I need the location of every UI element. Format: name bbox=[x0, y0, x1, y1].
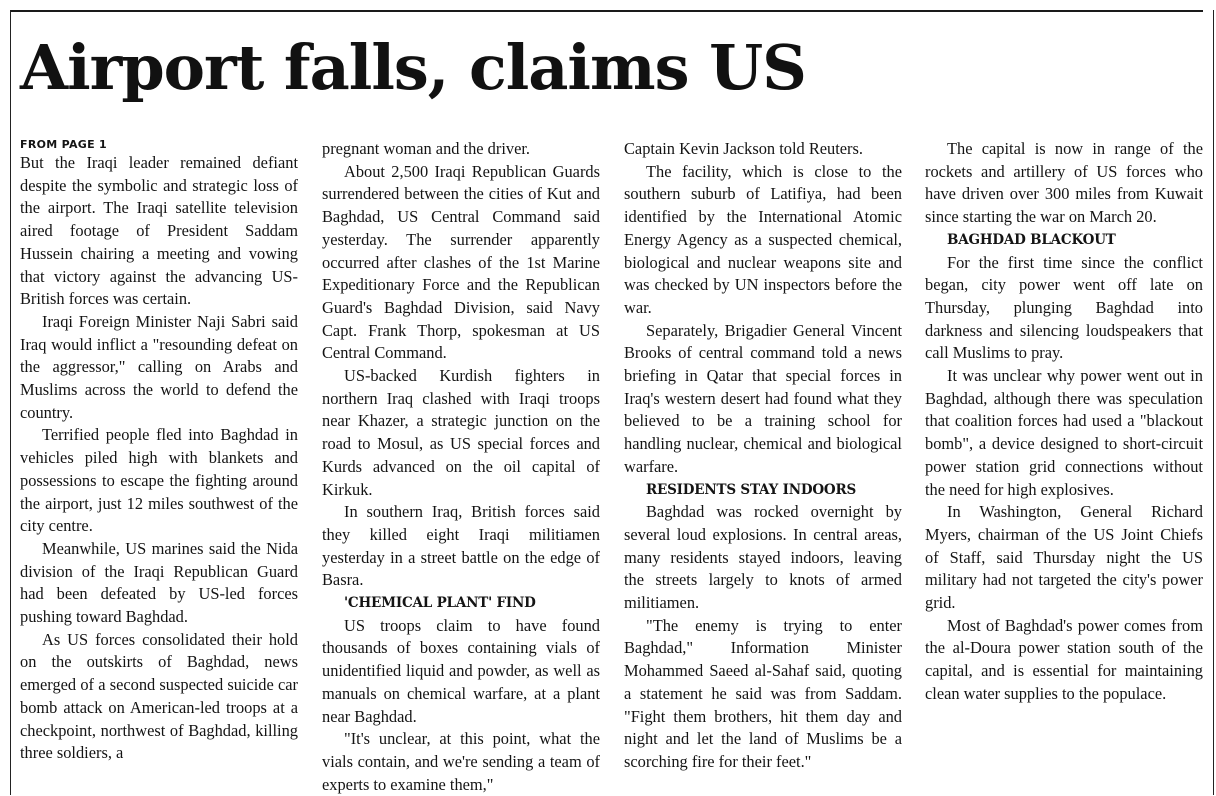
left-border bbox=[10, 10, 11, 795]
paragraph: The facility, which is close to the southern suburb of Latifiya, had been identified by the International Atomic Energy Agency as a suspected chemical, biological and nuclear weapons site and was checked by UN inspectors before the war. bbox=[624, 161, 902, 317]
paragraph: For the first time since the conflict began, city power went off late on Thursday, plunging Baghdad into darkness and silencing loudspeakers that call Muslims to pray. bbox=[925, 252, 1203, 363]
paragraph: Most of Baghdad's power comes from the al-Doura power station south of the capital, and is essential for maintaining clean water supplies to the populace. bbox=[925, 615, 1203, 703]
subhead-chemical-plant: 'CHEMICAL PLANT' FIND bbox=[344, 595, 536, 612]
subhead-blackout: BAGHDAD BLACKOUT bbox=[947, 231, 1116, 248]
paragraph: About 2,500 Iraqi Republican Guards surrendered between the cities of Kut and Baghdad, US Central Command said yesterday. The surrender apparently occurred after clashes of the 1st Marine Expeditionary Force and the Republican Guard's Baghdad Division, said Navy Capt. Frank Thorp, spokesman at US Central Command. bbox=[322, 161, 600, 363]
subhead-residents: RESIDENTS STAY INDOORS bbox=[646, 481, 857, 498]
paragraph: US-backed Kurdish fighters in northern Iraq clashed with Iraqi troops near Khazer, a strategic junction on the road to Mosul, as US special forces and Kurds advanced on the oil capital of Kirkuk. bbox=[322, 366, 600, 499]
right-border bbox=[1213, 10, 1214, 795]
paragraph: pregnant woman and the driver. bbox=[322, 139, 531, 158]
headline: Airport falls, claims US bbox=[20, 31, 806, 104]
paragraph: Meanwhile, US marines said the Nida division of the Iraqi Republican Guard had been defeated by US-led forces pushing toward Baghdad. bbox=[20, 538, 298, 627]
paragraph: Terrified people fled into Baghdad in vehicles piled high with blankets and possessions to escape the fighting around the airport, just 12 miles southwest of the city centre. bbox=[20, 425, 298, 536]
paragraph: Baghdad was rocked overnight by several loud explosions. In central areas, many residents stayed indoors, leaving the streets largely to knots of armed militiamen. bbox=[624, 502, 902, 613]
paragraph: The capital is now in range of the rockets and artillery of US forces who have driven over 300 miles from Kuwait since starting the war on March 20. bbox=[925, 139, 1203, 227]
paragraph: But the Iraqi leader remained defiant despite the symbolic and strategic loss of the airport. The Iraqi satellite television aired footage of President Saddam Hussein chairing a meeting and vowing that victory against the advancing US-British forces was certain. bbox=[20, 153, 298, 309]
paragraph: As US forces consolidated their hold on the outskirts of Baghdad, news emerged of a second suspected suicide car bomb attack on American-led troops at a checkpoint, northwest of Baghdad, killing three soldiers, a bbox=[20, 629, 298, 763]
paragraph: "The enemy is trying to enter Baghdad," Information Minister Mohammed Saeed al-Sahaf said, quoting a statement he said was from Saddam. "Fight them brothers, hit them day and night and let the land of Muslims be a scorching fire for their feet." bbox=[624, 615, 902, 771]
paragraph: Separately, Brigadier General Vincent Brooks of central command told a news briefing in Qatar that special forces in Iraq's western desert had found what they believed to be a training school for handling nuclear, chemical and biological warfare. bbox=[624, 320, 902, 476]
paragraph: Captain Kevin Jackson told Reuters. bbox=[624, 139, 863, 158]
paragraph: In southern Iraq, British forces said they killed eight Iraqi militiamen yesterday in a street battle on the edge of Basra. bbox=[322, 502, 600, 590]
paragraph: US troops claim to have found thousands of boxes containing vials of unidentified liquid and powder, as well as manuals on chemical warfare, at a plant near Baghdad. bbox=[322, 615, 600, 726]
column-4 bbox=[925, 138, 1203, 706]
top-rule bbox=[10, 10, 1203, 12]
paragraph: In Washington, General Richard Myers, chairman of the US Joint Chiefs of Staff, said Thursday night the US military had not targeted the city's power grid. bbox=[925, 502, 1203, 613]
paragraph: It was unclear why power went out in Baghdad, although there was speculation that coalition forces had used a "blackout bomb", a device designed to short-circuit power station grid connections without the need for high explosives. bbox=[925, 366, 1203, 499]
kicker: FROM PAGE 1 bbox=[20, 138, 108, 151]
column-1 bbox=[20, 135, 298, 765]
paragraph: "It's unclear, at this point, what the vials contain, and we're sending a team of experts to examine them," bbox=[322, 729, 600, 794]
column-3 bbox=[624, 138, 902, 774]
column-2 bbox=[322, 138, 600, 796]
paragraph: Iraqi Foreign Minister Naji Sabri said Iraq would inflict a "resounding defeat on the aggressor," calling on Arabs and Muslims across the world to defend the country. bbox=[20, 311, 298, 422]
